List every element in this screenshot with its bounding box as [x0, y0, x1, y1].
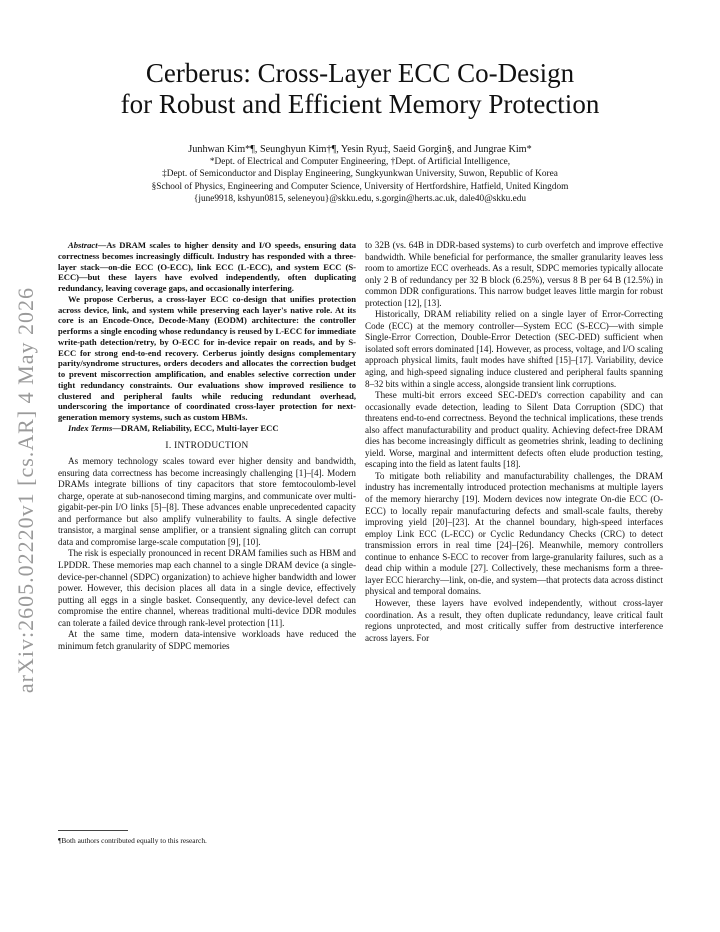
body-paragraph: These multi-bit errors exceed SEC-DED's correction capability and can occasionally evade detection, leading to Silent Data Corruption (SDC) that threatens end-to-end correctness. Beyond the technical implications, these trends also affect manufacturability and product quality. Achieving defect-free DRAM dies has become increasingly difficult as geometries shrink, leading to declining yield. Worse, marginal and intermittent defects often elude production testing, escaping into the field as latent faults [18]. — [365, 390, 663, 470]
arxiv-id: arXiv:2605.02220v1 [cs.AR] 4 May 2026 — [13, 286, 38, 694]
footnote: ¶Both authors contributed equally to this research. — [58, 836, 207, 845]
abstract-lead: Abstract — [68, 240, 98, 250]
body-paragraph: Historically, DRAM reliability relied on a single layer of Error-Correcting Code (ECC) at the memory controller—System ECC (S-ECC)—with simple Single-Error Correction, Double-Error Detection (SEC-DED) sufficient when isolated soft errors dominated [14]. However, as process, voltage, and I/O scaling approach physical limits, fault modes have shifted [15]–[17]. Variability, device aging, and high-speed signaling induce clustered and peripheral faults spanning 8–32 bits within a single access, alongside transient link corruptions. — [365, 309, 663, 389]
body-paragraph: At the same time, modern data-intensive workloads have reduced the minimum fetch granularity of SDPC memories — [58, 629, 356, 651]
author-names: Junhwan Kim*¶, Seunghyun Kim†¶, Yesin Ryu‡, Saeid Gorgin§, and Jungrae Kim* — [188, 144, 532, 155]
title-line-2: for Robust and Efficient Memory Protection — [120, 89, 600, 119]
section-heading-introduction: I. INTRODUCTION — [165, 440, 249, 451]
left-column — [58, 240, 356, 652]
abstract-text-1: —As DRAM scales to higher density and I/O speeds, ensuring data correctness becomes increasingly difficult. Industry has responded with a three-layer stack—on-die ECC (O-ECC), link ECC (L-ECC), and system ECC (S-ECC)—but these layers have evolved independently, often duplicating redundancy, leaving coverage gaps, and occasionally interfering. — [58, 240, 356, 293]
title-line-1: Cerberus: Cross-Layer ECC Co-Design — [145, 58, 575, 88]
affiliation-line-1: *Dept. of Electrical and Computer Engineering, †Dept. of Artificial Intelligence, — [209, 157, 511, 167]
index-terms-text: —DRAM, Reliability, ECC, Multi-layer ECC — [112, 422, 279, 433]
abstract-paragraph-1 — [58, 240, 356, 294]
affiliation-line-2: ‡Dept. of Semiconductor and Display Engineering, Sungkyunkwan University, Suwon, Republic of Korea — [162, 169, 558, 180]
abstract-paragraph-2: We propose Cerberus, a cross-layer ECC co-design that unifies protection across device, link, and system while preserving each layer's native role. At its core is an Encode-Once, Decode-Many (EODM) architecture: the controller performs a single encoding whose redundancy is reused by L-ECC for immediate write-path detection/retry, by O-ECC for in-device repair on reads, and by S-ECC for strong end-to-end recovery. Cerberus jointly designs complementary parity/syndrome structures, orders decoders and allocates the correction budget to prevent miscorrection amplification, and enables selective correction under tight redundancy constraints. Our evaluations show improved resilience to clustered and peripheral faults while reducing redundant overhead, underscoring the importance of coordinated cross-layer protection for next-generation memory systems, such as custom HBMs. — [58, 293, 356, 422]
footnote-rule — [58, 830, 128, 831]
affiliation-line-3: §School of Physics, Engineering and Computer Science, University of Hertfordshire, Hatfield, United Kingdom — [151, 181, 569, 192]
index-terms-lead: Index Terms — [68, 422, 113, 433]
abstract — [58, 240, 356, 423]
author-emails: {june9918, kshyun0815, seleneyou}@skku.edu, s.gorgin@herts.ac.uk, dale40@skku.edu — [193, 193, 527, 204]
arxiv-watermark — [6, 286, 46, 694]
paper-title — [60, 58, 660, 120]
author-block — [60, 143, 660, 205]
body-paragraph: However, these layers have evolved independently, without cross-layer coordination. As a result, they often duplicate redundancy, leave critical fault regions unprotected, and most critically suffer from destructive interference across layers. For — [365, 597, 663, 643]
body-paragraph: To mitigate both reliability and manufacturability challenges, the DRAM industry has incrementally introduced protection mechanisms at multiple layers of the memory hierarchy [19]. Modern devices now integrate On-die ECC (O-ECC) to locally repair manufacturing defects and small-scale faults, thereby improving yield [20]–[23]. At the channel boundary, high-speed interfaces employ Link ECC (L-ECC) or Cyclic Redundancy Checks (CRC) to detect transmission errors in real time [24]–[26]. Meanwhile, memory controllers continue to enhance S-ECC to recover from large-granularity failures, such as a dead chip within a module [27]. Collectively, these mechanisms form a three-layer ECC hierarchy—link, on-die, and system—that protects data across distinct physical and temporal domains. — [365, 470, 663, 597]
right-column — [365, 240, 663, 644]
body-paragraph: The risk is especially pronounced in recent DRAM families such as HBM and LPDDR. These memories map each channel to a single DRAM device (a single-device-per-channel (SDPC) organization) to achieve higher bandwidth and lower power. However, this decision places all data in a single device, effectively putting all eggs in a single basket. Consequently, any device-level defect can compromise the entire channel, whereas traditional multi-device DDR modules can tolerate a failed device through rank-level protection [11]. — [58, 548, 356, 628]
body-paragraph: As memory technology scales toward ever higher density and bandwidth, ensuring data correctness has become increasingly challenging [1]–[4]. Modern DRAMs integrate billions of tiny capacitors that store femtocoulomb-level charge, operate at sub-nanosecond timing margins, and communicate over multi-gigabit-per-pin I/O links [5]–[8]. These advances enable unprecedented capacity and performance but also amplify vulnerability to faults. A single defective transistor, a marginal sense amplifier, or a transient signaling glitch can corrupt data and compromise large-scale computation [9], [10]. — [58, 456, 356, 547]
body-paragraph-continued: to 32B (vs. 64B in DDR-based systems) to curb overfetch and improve effective bandwidth. While beneficial for performance, the smaller granularity leaves less room to amortize ECC overheads. As a result, SDPC memories typically allocate only 2 B of redundancy per 32 B block (6.25%), versus 8 B per 64 B (12.5%) in common DDR configurations. This narrow budget leaves little margin for robust protection [12], [13]. — [365, 240, 663, 308]
index-terms — [58, 423, 356, 434]
